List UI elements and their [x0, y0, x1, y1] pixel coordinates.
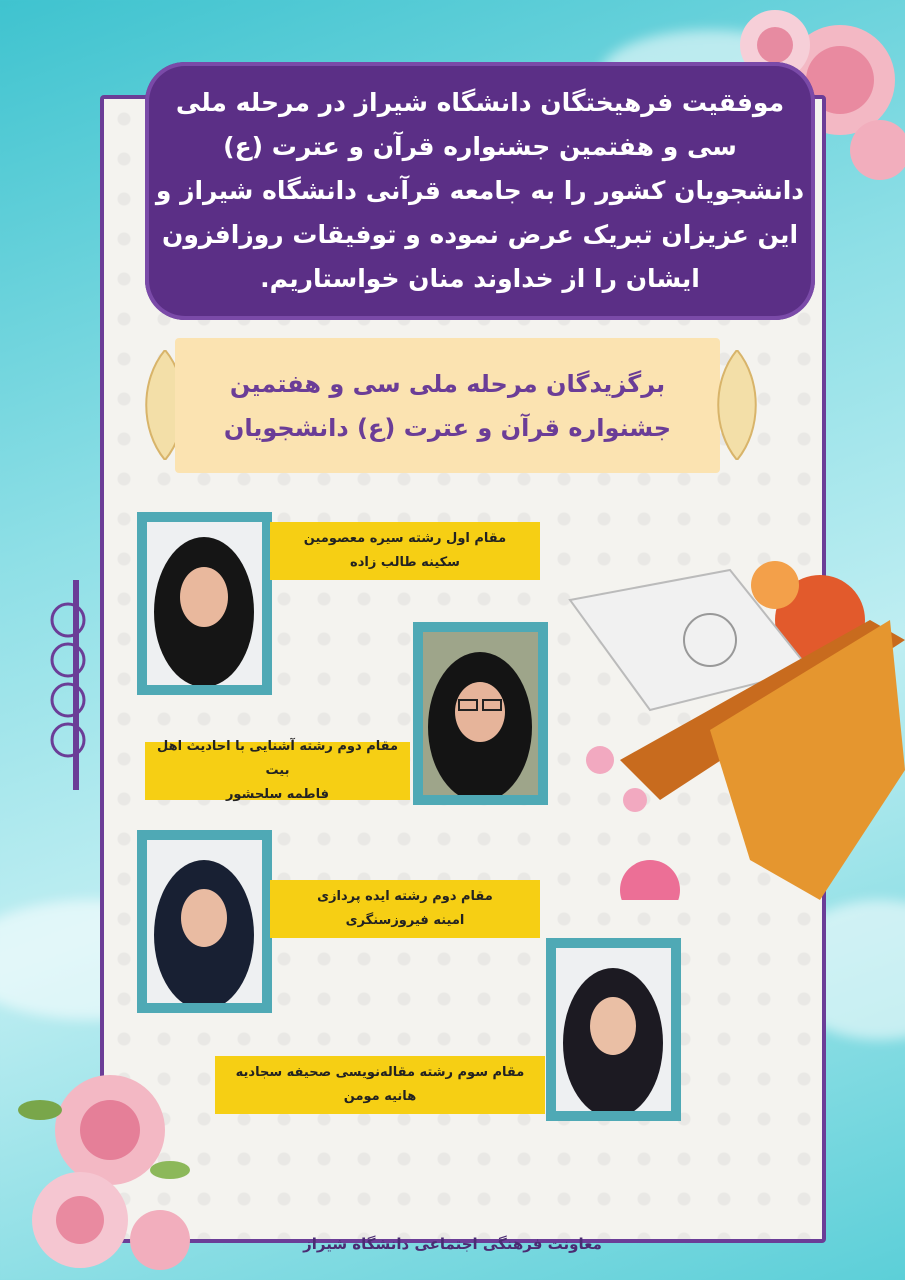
ornament-icon: [38, 580, 98, 790]
headline-line: این عزیزان تبریک عرض نموده و توفیقات روزافزون: [161, 220, 799, 249]
headline-line: دانشجویان کشور را به جامعه قرآنی دانشگاه شیراز و: [155, 176, 805, 205]
winner-photo-frame: [137, 830, 272, 1013]
winner-name: سکینه طالب زاده: [350, 555, 460, 570]
winner-name: امینه فیروزسنگری: [345, 913, 465, 928]
banner-line: جشنواره قرآن و عترت (ع) دانشجویان: [223, 413, 672, 442]
winners-banner: [175, 338, 720, 473]
winner-photo: [147, 840, 262, 1003]
headline-line: سی و هفتمین جشنواره قرآن و عترت (ع): [223, 132, 737, 161]
winner-photo: [423, 632, 538, 795]
winner-photo-frame: [546, 938, 681, 1121]
winner-rank: مقام سوم رشته مقاله‌نویسی صحیفه سجادیه: [235, 1065, 525, 1080]
ornament-icon: [712, 350, 762, 460]
winner-label: [215, 1056, 545, 1114]
winner-name: هانیه مومن: [343, 1089, 417, 1104]
winner-name: فاطمه سلحشور: [225, 787, 330, 802]
quran-icon: [560, 560, 905, 900]
headline-line: ایشان را از خداوند منان خواستاریم.: [260, 264, 700, 293]
headline-box: [145, 62, 815, 320]
winner-photo-frame: [137, 512, 272, 695]
winner-photo: [147, 522, 262, 685]
winner-photo: [556, 948, 671, 1111]
winner-photo-frame: [413, 622, 548, 805]
winner-rank: مقام اول رشته سیره معصومین: [303, 531, 507, 546]
headline-line: موفقیت فرهیختگان دانشگاه شیراز در مرحله ملی: [175, 88, 785, 117]
winner-label: [270, 880, 540, 938]
winner-label: [145, 739, 410, 802]
winner-rank: مقام دوم رشته آشنایی با احادیث اهل بیت: [156, 739, 399, 778]
banner-line: برگزیدگان مرحله ملی سی و هفتمین: [229, 369, 666, 398]
winner-label: [270, 522, 540, 580]
winner-rank: مقام دوم رشته ایده پردازی: [317, 889, 493, 904]
footer-text: معاونت فرهنگی اجتماعی دانشگاه شیراز: [303, 1235, 602, 1253]
